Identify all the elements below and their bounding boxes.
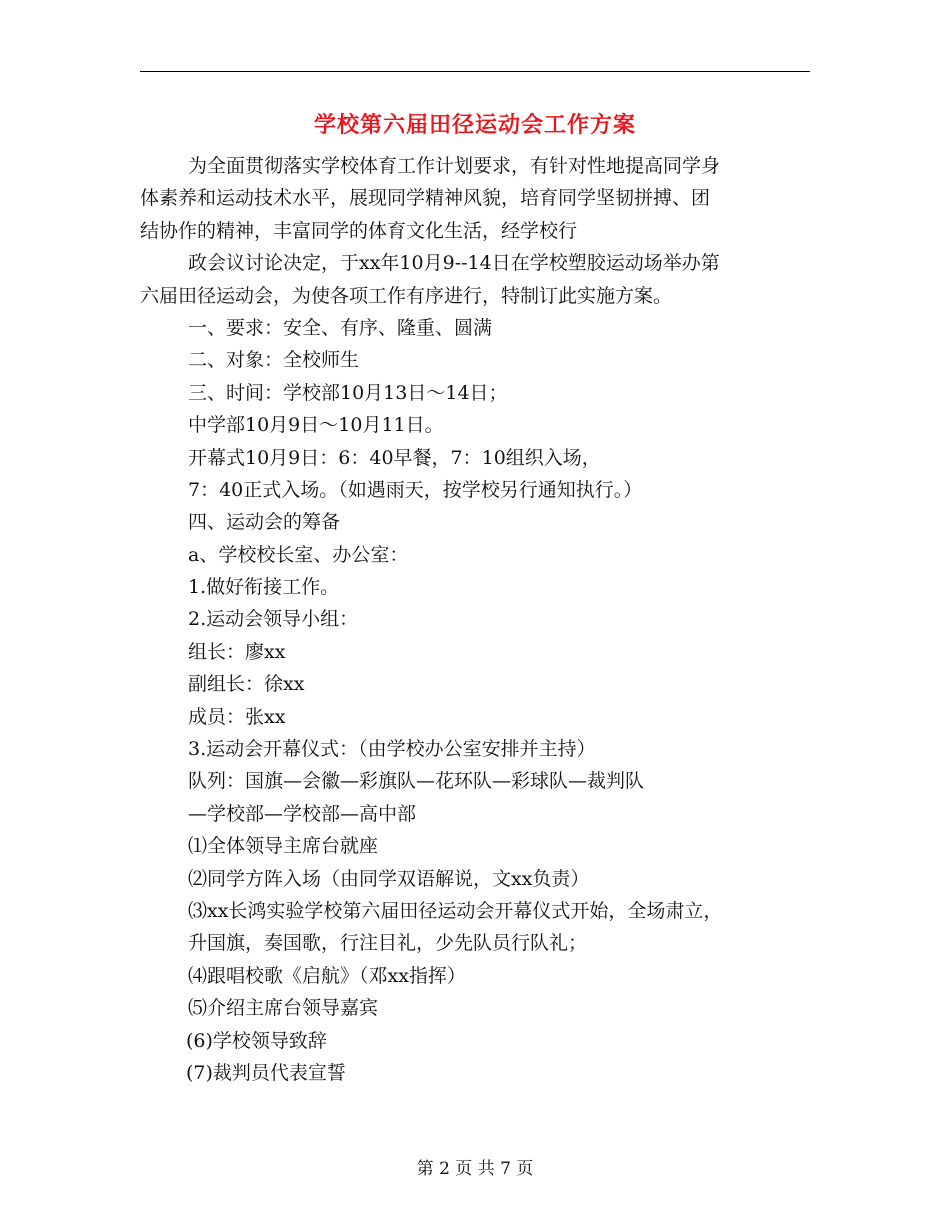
document-title: 学校第六届田径运动会工作方案 bbox=[313, 112, 636, 138]
list-item: 组长：廖xx bbox=[188, 640, 286, 663]
list-item: 队列：国旗—会徽—彩旗队—花环队—彩球队—裁判队 bbox=[188, 770, 645, 793]
list-item: 升国旗，奏国歌，行注目礼，少先队员行队礼； bbox=[188, 932, 588, 955]
paragraph-line: 中学部10月9日～10月11日。 bbox=[188, 414, 444, 437]
list-item: 1.做好衔接工作。 bbox=[188, 576, 340, 599]
paragraph-line: 结协作的精神，丰富同学的体育文化生活，经学校行 bbox=[140, 219, 578, 242]
list-item: ⑴全体领导主席台就座 bbox=[188, 835, 379, 858]
section-heading: 三、时间：学校部10月13日～14日； bbox=[188, 381, 508, 404]
section-heading: 一、要求：安全、有序、隆重、圆满 bbox=[188, 316, 493, 339]
section-heading: 二、对象：全校师生 bbox=[188, 349, 360, 372]
document-body bbox=[140, 150, 810, 1089]
subsection-heading: a、学校校长室、办公室： bbox=[188, 543, 409, 566]
page-footer: 第 2 页 共 7 页 bbox=[416, 1159, 534, 1179]
list-item: —学校部—学校部—高中部 bbox=[188, 802, 417, 825]
list-item: ⑵同学方阵入场（由同学双语解说，文xx负责） bbox=[188, 867, 590, 890]
paragraph-line: 体素养和运动技术水平，展现同学精神风貌，培育同学坚韧拼搏、团 bbox=[140, 187, 711, 210]
list-item: 3.运动会开幕仪式：（由学校办公室安排并主持） bbox=[188, 738, 596, 761]
section-heading: 四、运动会的筹备 bbox=[188, 511, 341, 534]
paragraph-line: 开幕式10月9日：6：40早餐，7：10组织入场， bbox=[188, 446, 601, 469]
paragraph-line: 六届田径运动会，为使各项工作有序进行，特制订此实施方案。 bbox=[140, 284, 673, 307]
list-item: (7)裁判员代表宣誓 bbox=[186, 1061, 346, 1084]
list-item: ⑷跟唱校歌《启航》（邓xx指挥） bbox=[188, 964, 466, 987]
list-item: 2.运动会领导小组： bbox=[188, 608, 359, 631]
list-item: (6)学校领导致辞 bbox=[186, 1029, 327, 1052]
paragraph-line: 为全面贯彻落实学校体育工作计划要求，有针对性地提高同学身 bbox=[188, 155, 721, 177]
paragraph-line: 7：40正式入场。（如遇雨天，按学校另行通知执行。） bbox=[188, 478, 643, 501]
list-item: 副组长：徐xx bbox=[188, 673, 305, 696]
list-item: ⑶xx长鸿实验学校第六届田径运动会开幕仪式开始，全场肃立， bbox=[188, 899, 723, 922]
header-rule bbox=[140, 71, 810, 72]
paragraph-line: 政会议讨论决定，于xx年10月9--14日在学校塑胶运动场举办第 bbox=[188, 252, 720, 275]
list-item: 成员：张xx bbox=[188, 705, 286, 728]
list-item: ⑸介绍主席台领导嘉宾 bbox=[188, 997, 379, 1020]
